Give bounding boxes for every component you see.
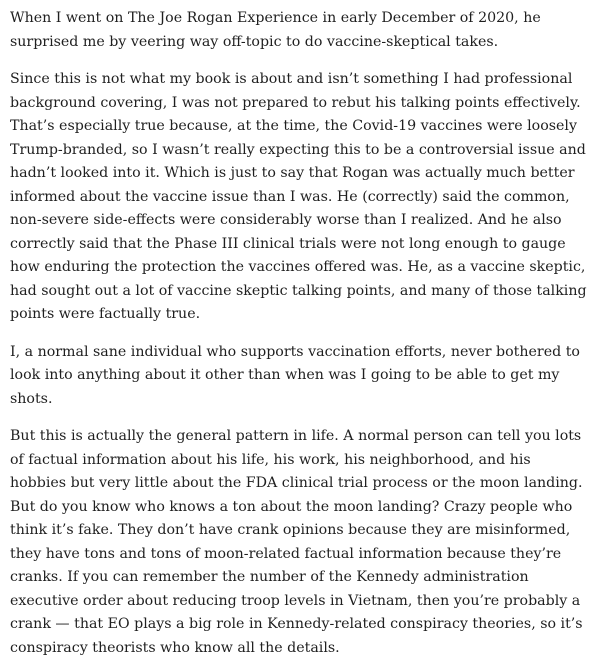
paragraph-2: Since this is not what my book is about and isn’t something I had professional background covering, I was not prepared to rebut his talking points effectively. That’s especially true because, at the time, the Covid-19 vaccines were loosely Trump-branded, so I wasn’t really expecting this to be a controversial issue and hadn’t looked into it. Which is just to say that Rogan was actually much better informed about the vaccine issue than I was. He (correctly) said the common, non-severe side-effects were considerably worse than I realized. And he also correctly said that the Phase III clinical trials were not long enough to gauge how enduring the protection the vaccines offered was. He, as a vaccine skeptic, had sought out a lot of vaccine skeptic talking points, and many of those talking points were factually true. (10, 71, 587, 322)
paragraph-1: When I went on The Joe Rogan Experience in early December of 2020, he surprised me by veering way off-topic to do vaccine-skeptical takes. (10, 10, 541, 50)
paragraph-3: I, a normal sane individual who supports vaccination efforts, never bothered to look into anything about it other than when was I going to be able to get my shots. (10, 343, 580, 407)
paragraph-4: But this is actually the general pattern in life. A normal person can tell you lots of factual information about his life, his work, his neighborhood, and his hobbies but very little about the FDA clinical trial process or the moon landing. But do you know who knows a ton about the moon landing? Crazy people who think it’s fake. They don’t have crank opinions because they are misinformed, they have tons and tons of moon-related factual information because they’re cranks. If you can remember the number of the Kennedy administration executive order about reducing troop levels in Vietnam, then you’re probably a crank — that EO plays a big role in Kennedy-related conspiracy theories, so it’s conspiracy theorists who know all the details. (10, 428, 583, 656)
